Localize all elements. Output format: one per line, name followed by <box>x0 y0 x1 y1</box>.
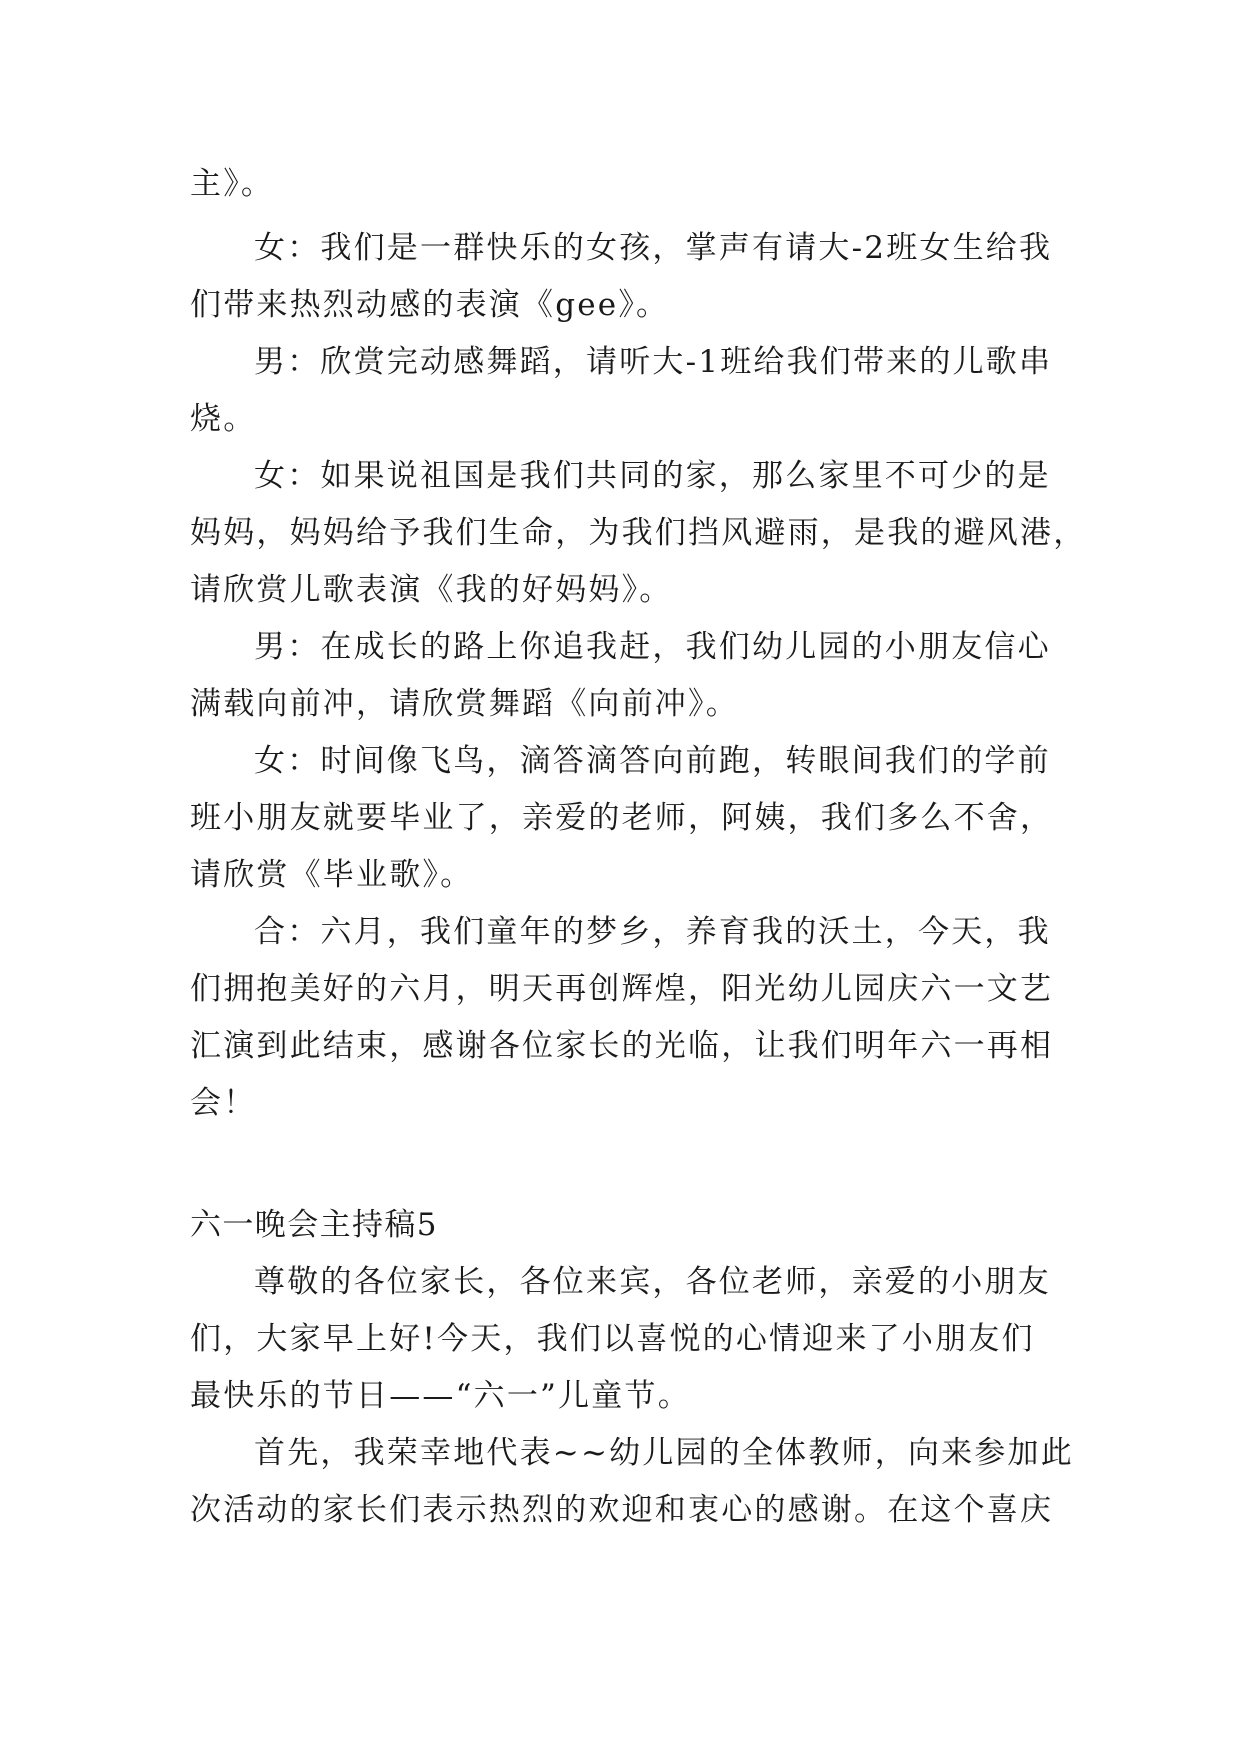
text-line: 女：我们是一群快乐的女孩，掌声有请大-2班女生给我 <box>254 230 1053 266</box>
text-line: 们，大家早上好!今天，我们以喜悦的心情迎来了小朋友们 <box>190 1321 1035 1357</box>
text-line: 会！ <box>190 1085 257 1121</box>
text-line: 次活动的家长们表示热烈的欢迎和衷心的感谢。在这个喜庆 <box>190 1492 1054 1528</box>
text-line: 们带来热烈动感的表演《gee》。 <box>190 287 670 323</box>
text-line: 妈妈，妈妈给予我们生命，为我们挡风避雨，是我的避风港， <box>190 515 1087 551</box>
text-line: 合：六月，我们童年的梦乡，养育我的沃土，今天，我 <box>254 914 1051 950</box>
section-heading: 六一晚会主持稿5 <box>190 1207 438 1243</box>
text-line: 汇演到此结束，感谢各位家长的光临，让我们明年六一再相 <box>190 1028 1054 1064</box>
text-line: 们拥抱美好的六月，明天再创辉煌，阳光幼儿园庆六一文艺 <box>190 971 1054 1007</box>
text-line: 女：时间像飞鸟，滴答滴答向前跑，转眼间我们的学前 <box>254 743 1051 779</box>
text-line: 男：在成长的路上你追我赶，我们幼儿园的小朋友信心 <box>254 629 1051 665</box>
text-line: 女：如果说祖国是我们共同的家，那么家里不可少的是 <box>254 458 1051 494</box>
text-line: 男：欣赏完动感舞蹈，请听大-1班给我们带来的儿歌串 <box>254 344 1053 380</box>
text-line: 烧。 <box>190 401 257 437</box>
text-line: 请欣赏儿歌表演《我的好妈妈》。 <box>190 572 673 608</box>
text-line: 主》。 <box>190 166 275 202</box>
text-line: 首先，我荣幸地代表~~幼儿园的全体教师，向来参加此 <box>254 1435 1074 1471</box>
text-line: 尊敬的各位家长，各位来宾，各位老师，亲爱的小朋友 <box>254 1264 1051 1300</box>
text-line: 最快乐的节日——“六一”儿童节。 <box>190 1378 691 1414</box>
text-line: 班小朋友就要毕业了，亲爱的老师，阿姨，我们多么不舍， <box>190 800 1054 836</box>
text-line: 请欣赏《毕业歌》。 <box>190 857 474 893</box>
text-line: 满载向前冲，请欣赏舞蹈《向前冲》。 <box>190 686 739 722</box>
